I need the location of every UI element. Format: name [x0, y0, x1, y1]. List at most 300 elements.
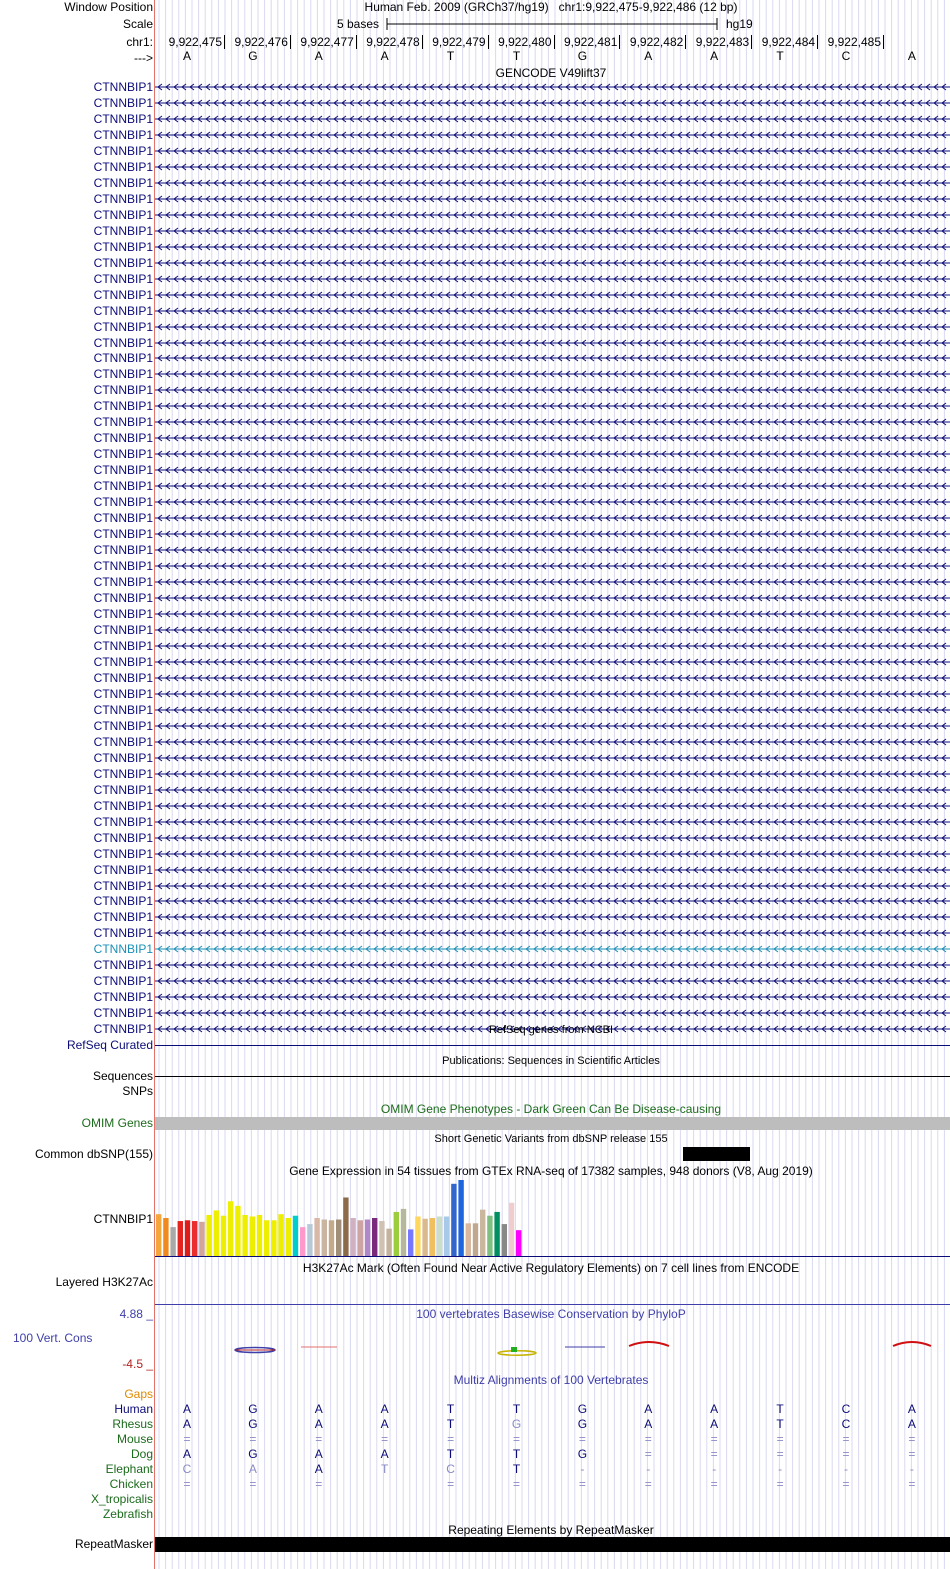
- gtex-tissue-bar[interactable]: [264, 1220, 269, 1256]
- publications-snps-label[interactable]: SNPs: [122, 1084, 153, 1098]
- alignment-base: C: [841, 1417, 851, 1431]
- species-label: Elephant: [105, 1462, 153, 1476]
- gtex-tissue-bar[interactable]: [350, 1218, 355, 1256]
- coordinate-label: 9,922,478: [366, 35, 420, 49]
- publications-sequences-label[interactable]: Sequences: [92, 1069, 153, 1083]
- gtex-tissue-bar[interactable]: [242, 1215, 247, 1256]
- gencode-transcript[interactable]: [155, 720, 950, 732]
- dbsnp-track-title[interactable]: Short Genetic Variants from dbSNP release 155: [434, 1133, 668, 1145]
- gtex-tissue-bar[interactable]: [257, 1215, 262, 1256]
- gtex-tissue-bar[interactable]: [192, 1221, 197, 1256]
- gtex-tissue-bar[interactable]: [516, 1230, 521, 1256]
- scale-db: hg19: [726, 17, 753, 31]
- species-label: Rhesus: [112, 1417, 153, 1431]
- gtex-tissue-bar[interactable]: [178, 1221, 183, 1256]
- gencode-transcript[interactable]: [155, 784, 950, 796]
- gencode-gene-label[interactable]: CTNNBIP1: [93, 702, 153, 717]
- multiz-track-title[interactable]: Multiz Alignments of 100 Vertebrates: [453, 1373, 649, 1387]
- alignment-base: A: [182, 1417, 192, 1431]
- gtex-tissue-bar[interactable]: [286, 1218, 291, 1256]
- omim-track-label[interactable]: OMIM Genes: [81, 1116, 153, 1130]
- alignment-base: A: [182, 1447, 192, 1461]
- alignment-base: =: [381, 1432, 389, 1446]
- gencode-gene-label[interactable]: CTNNBIP1: [93, 654, 153, 669]
- alignment-base: =: [908, 1432, 916, 1446]
- gencode-gene-label[interactable]: CTNNBIP1: [93, 686, 153, 701]
- gencode-transcript[interactable]: [155, 273, 950, 285]
- gtex-tissue-bar[interactable]: [358, 1220, 363, 1256]
- gencode-gene-label[interactable]: CTNNBIP1: [93, 622, 153, 637]
- gtex-tissue-bar[interactable]: [314, 1218, 319, 1256]
- gencode-transcript[interactable]: [155, 145, 950, 157]
- gencode-gene-label[interactable]: CTNNBIP1: [93, 367, 153, 382]
- base-letter: A: [182, 49, 192, 63]
- coordinate-label: 9,922,476: [234, 35, 288, 49]
- gencode-gene-label[interactable]: CTNNBIP1: [93, 559, 153, 574]
- base-letter: T: [776, 49, 784, 63]
- gencode-gene-label[interactable]: CTNNBIP1: [93, 766, 153, 781]
- gtex-gene-label[interactable]: CTNNBIP1: [93, 1212, 153, 1226]
- phylop-track-label[interactable]: 100 Vert. Cons: [13, 1331, 93, 1345]
- gtex-tissue-bar[interactable]: [444, 1216, 449, 1256]
- alignment-base: -: [778, 1462, 783, 1476]
- gencode-transcript[interactable]: [155, 816, 950, 828]
- gencode-gene-label[interactable]: CTNNBIP1: [93, 95, 153, 110]
- gencode-transcript[interactable]: [155, 704, 950, 716]
- base-letter: A: [644, 49, 653, 63]
- gencode-gene-label[interactable]: CTNNBIP1: [93, 638, 153, 653]
- coordinate-label: 9,922,477: [300, 35, 354, 49]
- assembly-position-title: [365, 0, 738, 14]
- alignment-base: =: [183, 1477, 191, 1491]
- strand-label: --->: [134, 51, 153, 65]
- gencode-transcript[interactable]: [155, 400, 950, 412]
- alignment-base: G: [577, 1447, 588, 1461]
- gencode-gene-label[interactable]: CTNNBIP1: [93, 335, 153, 350]
- alignment-base: -: [712, 1462, 717, 1476]
- gencode-gene-label[interactable]: CTNNBIP1: [93, 223, 153, 238]
- gencode-gene-label[interactable]: CTNNBIP1: [93, 463, 153, 478]
- alignment-base: G: [511, 1417, 522, 1431]
- gencode-transcript[interactable]: [155, 448, 950, 460]
- gencode-gene-label[interactable]: CTNNBIP1: [93, 431, 153, 446]
- refseq-track-title[interactable]: RefSeq genes from NCBI: [488, 1024, 614, 1036]
- gencode-gene-label[interactable]: CTNNBIP1: [93, 974, 153, 989]
- gtex-tissue-bar[interactable]: [451, 1184, 456, 1256]
- gencode-transcript[interactable]: [155, 464, 950, 476]
- gencode-gene-label[interactable]: CTNNBIP1: [93, 734, 153, 749]
- alignment-base: C: [841, 1402, 851, 1416]
- gencode-transcript[interactable]: [155, 337, 950, 349]
- coordinate-tick: [817, 35, 818, 49]
- alignment-base: =: [842, 1432, 850, 1446]
- gencode-transcript[interactable]: [155, 241, 950, 253]
- base-letter: T: [446, 49, 455, 63]
- repeatmasker-track-label[interactable]: RepeatMasker: [74, 1537, 153, 1551]
- gencode-gene-label[interactable]: CTNNBIP1: [93, 862, 153, 877]
- gencode-transcript[interactable]: [155, 608, 950, 620]
- chrom-label: chr1:: [126, 35, 153, 49]
- gtex-tissue-bar[interactable]: [487, 1216, 492, 1256]
- gtex-tissue-bar[interactable]: [379, 1221, 384, 1256]
- gencode-gene-label[interactable]: CTNNBIP1: [93, 958, 153, 973]
- alignment-base: G: [248, 1447, 258, 1461]
- species-label: Mouse: [116, 1432, 153, 1446]
- gencode-transcript[interactable]: [155, 177, 950, 189]
- gencode-transcript[interactable]: [155, 911, 950, 923]
- gencode-gene-label[interactable]: CTNNBIP1: [93, 111, 153, 126]
- gtex-tissue-bar[interactable]: [199, 1222, 204, 1256]
- alignment-base: =: [183, 1432, 191, 1446]
- gencode-transcript[interactable]: [155, 672, 950, 684]
- coordinate-tick: [554, 35, 555, 49]
- coordinate-tick: [883, 35, 884, 49]
- base-letter: A: [710, 49, 719, 63]
- gtex-tissue-bar[interactable]: [235, 1206, 240, 1256]
- coordinate-label: 9,922,484: [761, 35, 816, 49]
- gencode-gene-label[interactable]: CTNNBIP1: [93, 782, 153, 797]
- gencode-transcript[interactable]: [155, 736, 950, 748]
- gencode-gene-label[interactable]: CTNNBIP1: [93, 846, 153, 861]
- alignment-base: G: [248, 1402, 258, 1416]
- coordinate-tick: [619, 35, 620, 49]
- phylop-max-label: 4.88 _: [119, 1307, 153, 1321]
- species-label: Chicken: [109, 1477, 153, 1491]
- gencode-gene-label[interactable]: CTNNBIP1: [93, 239, 153, 254]
- gencode-transcript[interactable]: [155, 528, 950, 540]
- gtex-tissue-bar[interactable]: [293, 1216, 298, 1256]
- omim-gene-bar[interactable]: [155, 1117, 950, 1130]
- gencode-transcript[interactable]: [155, 943, 950, 955]
- phylop-conservation-plot[interactable]: [155, 1336, 950, 1360]
- alignment-base: -: [844, 1462, 848, 1476]
- gencode-gene-label[interactable]: CTNNBIP1: [93, 670, 153, 685]
- gencode-transcript[interactable]: [155, 864, 950, 876]
- publications-track-title[interactable]: Publications: Sequences in Scientific Articles: [442, 1055, 660, 1067]
- gtex-tissue-bar[interactable]: [372, 1218, 377, 1256]
- repeatmasker-track-title[interactable]: Repeating Elements by RepeatMasker: [448, 1523, 654, 1537]
- gencode-gene-label[interactable]: CTNNBIP1: [93, 159, 153, 174]
- gencode-transcript[interactable]: [155, 576, 950, 588]
- gencode-gene-label[interactable]: CTNNBIP1: [93, 830, 153, 845]
- gtex-tissue-bar[interactable]: [322, 1220, 327, 1256]
- coordinate-label: 9,922,480: [498, 35, 552, 49]
- coordinate-tick: [224, 35, 225, 49]
- base-letter: A: [314, 49, 323, 63]
- base-letter: A: [380, 49, 389, 63]
- alignment-base: A: [380, 1447, 389, 1461]
- gencode-transcript[interactable]: [155, 991, 950, 1003]
- gencode-gene-label[interactable]: CTNNBIP1: [93, 527, 153, 542]
- gencode-gene-label[interactable]: CTNNBIP1: [93, 383, 153, 398]
- alignment-base: T: [512, 1462, 521, 1476]
- alignment-base: =: [842, 1477, 850, 1491]
- alignment-base: =: [842, 1447, 850, 1461]
- base-letter: C: [841, 49, 851, 63]
- gtex-tissue-bar[interactable]: [386, 1229, 391, 1256]
- alignment-base: G: [248, 1417, 258, 1431]
- gtex-tissue-bar[interactable]: [480, 1210, 485, 1256]
- gencode-transcript[interactable]: [155, 832, 950, 844]
- gtex-tissue-bar[interactable]: [466, 1223, 471, 1256]
- gencode-transcript[interactable]: [155, 768, 950, 780]
- alignment-base: =: [447, 1432, 455, 1446]
- alignment-base: =: [908, 1447, 916, 1461]
- gtex-tissue-bar[interactable]: [300, 1227, 305, 1256]
- gencode-transcript[interactable]: [155, 800, 950, 812]
- gencode-transcript[interactable]: [155, 129, 950, 141]
- gencode-transcript[interactable]: [155, 688, 950, 700]
- gencode-transcript[interactable]: [155, 959, 950, 971]
- alignment-base: =: [644, 1447, 652, 1461]
- gencode-gene-label[interactable]: CTNNBIP1: [93, 591, 153, 606]
- gencode-gene-label[interactable]: CTNNBIP1: [93, 926, 153, 941]
- base-letter: A: [907, 49, 916, 63]
- gtex-tissue-bar[interactable]: [473, 1223, 478, 1256]
- gencode-gene-label[interactable]: CTNNBIP1: [93, 415, 153, 430]
- alignment-base: =: [578, 1477, 586, 1491]
- gencode-transcript[interactable]: [155, 384, 950, 396]
- dbsnp-track-label[interactable]: Common dbSNP(155): [34, 1147, 153, 1161]
- gencode-gene-label[interactable]: CTNNBIP1: [93, 1006, 153, 1021]
- gencode-gene-label[interactable]: CTNNBIP1: [93, 143, 153, 158]
- gencode-transcript[interactable]: [155, 289, 950, 301]
- gencode-gene-label[interactable]: CTNNBIP1: [93, 175, 153, 190]
- gencode-transcript[interactable]: [155, 848, 950, 860]
- gtex-tissue-bar[interactable]: [336, 1220, 341, 1256]
- gencode-gene-label[interactable]: CTNNBIP1: [93, 718, 153, 733]
- gencode-transcript[interactable]: [155, 225, 950, 237]
- gencode-gene-label[interactable]: CTNNBIP1: [93, 878, 153, 893]
- species-label: Human: [114, 1402, 153, 1416]
- alignment-base: =: [776, 1477, 784, 1491]
- phylop-track-title[interactable]: 100 vertebrates Basewise Conservation by PhyloP: [416, 1307, 686, 1321]
- gencode-transcript[interactable]: [155, 496, 950, 508]
- gencode-transcript[interactable]: [155, 656, 950, 668]
- gencode-gene-label[interactable]: CTNNBIP1: [93, 399, 153, 414]
- gtex-tissue-bar[interactable]: [170, 1227, 175, 1256]
- gtex-tissue-bar[interactable]: [271, 1220, 276, 1256]
- gencode-track-title[interactable]: GENCODE V49lift37: [495, 66, 607, 80]
- gencode-transcript[interactable]: [155, 97, 950, 109]
- coordinate-label: 9,922,481: [564, 35, 618, 49]
- gtex-tissue-bar[interactable]: [437, 1216, 442, 1256]
- gtex-tissue-bar[interactable]: [502, 1224, 507, 1256]
- gencode-transcript[interactable]: [155, 592, 950, 604]
- scale-text: 5 bases: [337, 17, 380, 31]
- alignment-base: A: [644, 1402, 653, 1416]
- gencode-gene-label[interactable]: CTNNBIP1: [93, 990, 153, 1005]
- h3k27ac-track-title[interactable]: H3K27Ac Mark (Often Found Near Active Regulatory Elements) on 7 cell lines from ENCODE: [302, 1261, 800, 1275]
- gencode-gene-label[interactable]: CTNNBIP1: [93, 479, 153, 494]
- gtex-tissue-bar[interactable]: [163, 1218, 168, 1256]
- refseq-track-label[interactable]: RefSeq Curated: [66, 1038, 153, 1052]
- gtex-expression-chart[interactable]: [155, 1178, 950, 1258]
- gencode-gene-label[interactable]: CTNNBIP1: [93, 894, 153, 909]
- gencode-gene-label[interactable]: CTNNBIP1: [93, 207, 153, 222]
- alignment-base: T: [776, 1417, 784, 1431]
- gencode-transcript[interactable]: [155, 257, 950, 269]
- alignment-base: T: [512, 1402, 521, 1416]
- alignment-base: G: [577, 1402, 588, 1416]
- gtex-tissue-bar[interactable]: [156, 1214, 161, 1256]
- alignment-base: A: [314, 1447, 323, 1461]
- gtex-tissue-bar[interactable]: [365, 1220, 370, 1256]
- gencode-gene-label[interactable]: CTNNBIP1: [93, 798, 153, 813]
- gtex-tissue-bar[interactable]: [228, 1201, 233, 1256]
- refseq-gene-line[interactable]: [155, 1045, 950, 1046]
- repeatmasker-element-bar[interactable]: [155, 1537, 950, 1552]
- gtex-tissue-bar[interactable]: [329, 1220, 334, 1256]
- gtex-tissue-bar[interactable]: [250, 1216, 255, 1256]
- gencode-gene-label[interactable]: CTNNBIP1: [93, 255, 153, 270]
- gtex-tissue-bar[interactable]: [394, 1212, 399, 1256]
- alignment-base: =: [644, 1432, 652, 1446]
- gencode-gene-label[interactable]: CTNNBIP1: [93, 543, 153, 558]
- alignment-base: T: [512, 1447, 521, 1461]
- gencode-transcript[interactable]: [155, 640, 950, 652]
- gencode-transcript[interactable]: [155, 432, 950, 444]
- gtex-tissue-bar[interactable]: [343, 1197, 348, 1256]
- gtex-tissue-bar[interactable]: [206, 1215, 211, 1256]
- alignment-base: G: [577, 1417, 588, 1431]
- gencode-transcript[interactable]: [155, 480, 950, 492]
- gtex-tissue-bar[interactable]: [401, 1209, 406, 1256]
- h3k27ac-baseline: [155, 1304, 950, 1305]
- omim-track-title[interactable]: OMIM Gene Phenotypes - Dark Green Can Be Disease-causing: [380, 1102, 722, 1116]
- coordinate-label: 9,922,475: [168, 35, 222, 49]
- phylop-min-label: -4.5 _: [122, 1357, 153, 1371]
- gencode-gene-label[interactable]: CTNNBIP1: [93, 942, 153, 957]
- gtex-tissue-bar[interactable]: [422, 1219, 427, 1256]
- alignment-base: =: [315, 1432, 323, 1446]
- gencode-transcript[interactable]: [155, 321, 950, 333]
- alignment-base: T: [446, 1402, 455, 1416]
- gencode-transcript[interactable]: [155, 544, 950, 556]
- publications-line[interactable]: [155, 1076, 950, 1077]
- gencode-gene-label[interactable]: CTNNBIP1: [93, 319, 153, 334]
- alignment-base: A: [314, 1462, 323, 1476]
- gencode-gene-label[interactable]: CTNNBIP1: [93, 750, 153, 765]
- gencode-transcript[interactable]: [155, 368, 950, 380]
- window-position[interactable]: chr1:9,922,475-9,922,486 (12 bp): [558, 0, 738, 14]
- h3k27ac-track-label[interactable]: Layered H3K27Ac: [55, 1275, 153, 1289]
- alignment-base: T: [446, 1417, 455, 1431]
- gtex-tissue-bar[interactable]: [458, 1180, 463, 1256]
- gencode-transcript[interactable]: [155, 352, 950, 364]
- gtex-track-title[interactable]: Gene Expression in 54 tissues from GTEx RNA-seq of 17382 samples, 948 donors (V8, Aug 2019): [289, 1164, 813, 1178]
- gencode-gene-label[interactable]: CTNNBIP1: [93, 575, 153, 590]
- gtex-tissue-bar[interactable]: [415, 1216, 420, 1256]
- gtex-tissue-bar[interactable]: [408, 1229, 413, 1256]
- gencode-transcript[interactable]: [155, 927, 950, 939]
- gencode-gene-label[interactable]: CTNNBIP1: [93, 814, 153, 829]
- alignment-base: T: [381, 1462, 389, 1476]
- alignment-base: =: [776, 1447, 784, 1461]
- gencode-gene-label[interactable]: CTNNBIP1: [93, 495, 153, 510]
- species-label: Zebrafish: [102, 1507, 153, 1521]
- coordinate-tick: [356, 35, 357, 49]
- gencode-gene-label[interactable]: CTNNBIP1: [93, 80, 153, 94]
- alignment-base: A: [380, 1402, 389, 1416]
- scale-label: Scale: [122, 17, 153, 31]
- gencode-gene-label[interactable]: CTNNBIP1: [93, 303, 153, 318]
- alignment-base: A: [314, 1402, 323, 1416]
- alignment-base: -: [580, 1462, 585, 1476]
- alignment-base: A: [710, 1402, 719, 1416]
- coordinate-tick: [685, 35, 686, 49]
- gencode-gene-label[interactable]: CTNNBIP1: [93, 1022, 153, 1037]
- alignment-base: =: [776, 1432, 784, 1446]
- gencode-transcript[interactable]: [155, 193, 950, 205]
- gtex-tissue-bar[interactable]: [430, 1218, 435, 1256]
- alignment-base: A: [380, 1417, 389, 1431]
- coordinate-label: 9,922,485: [827, 35, 881, 49]
- gencode-transcript[interactable]: [155, 560, 950, 572]
- scale-bar: [385, 17, 720, 31]
- alignment-base: =: [710, 1477, 718, 1491]
- gencode-gene-label[interactable]: CTNNBIP1: [93, 287, 153, 302]
- assembly-name: Human Feb. 2009 (GRCh37/hg19): [364, 0, 549, 14]
- gencode-transcript[interactable]: [155, 1007, 950, 1019]
- window-position-label: Window Position: [64, 0, 153, 14]
- gencode-transcript[interactable]: [155, 752, 950, 764]
- gencode-transcript[interactable]: [155, 161, 950, 173]
- alignment-base: =: [710, 1447, 718, 1461]
- gtex-tissue-bar[interactable]: [214, 1210, 219, 1256]
- gencode-transcript[interactable]: [155, 209, 950, 221]
- alignment-base: C: [446, 1462, 455, 1476]
- gencode-transcript[interactable]: [155, 81, 950, 93]
- alignment-base: -: [646, 1462, 651, 1476]
- gencode-gene-label[interactable]: CTNNBIP1: [93, 271, 153, 286]
- gencode-gene-label[interactable]: CTNNBIP1: [93, 511, 153, 526]
- alignment-base: A: [644, 1417, 653, 1431]
- alignment-base: -: [909, 1462, 914, 1476]
- alignment-base: =: [644, 1477, 652, 1491]
- dbsnp-variant-block[interactable]: [683, 1147, 750, 1161]
- gtex-tissue-bar[interactable]: [278, 1214, 283, 1256]
- gtex-tissue-bar[interactable]: [509, 1203, 514, 1256]
- gencode-gene-label[interactable]: CTNNBIP1: [93, 607, 153, 621]
- gencode-transcript[interactable]: [155, 416, 950, 428]
- alignment-base: =: [512, 1477, 521, 1491]
- gencode-gene-label[interactable]: CTNNBIP1: [93, 191, 153, 206]
- alignment-base: T: [776, 1402, 784, 1416]
- alignment-base: =: [512, 1432, 521, 1446]
- gencode-transcript[interactable]: [155, 975, 950, 987]
- gtex-tissue-bar[interactable]: [185, 1220, 190, 1256]
- track-label-divider: [154, 0, 155, 1569]
- gencode-gene-label[interactable]: CTNNBIP1: [93, 910, 153, 925]
- gencode-transcript[interactable]: [155, 880, 950, 892]
- gencode-gene-label[interactable]: CTNNBIP1: [93, 127, 153, 142]
- gencode-transcript[interactable]: [155, 512, 950, 524]
- gencode-transcript[interactable]: [155, 895, 950, 907]
- alignment-base: A: [182, 1402, 192, 1416]
- alignment-base: =: [447, 1477, 455, 1491]
- gencode-transcript[interactable]: [155, 624, 950, 636]
- gencode-transcript[interactable]: [155, 305, 950, 317]
- alignment-base: A: [907, 1417, 916, 1431]
- gtex-tissue-bar[interactable]: [221, 1216, 226, 1256]
- gtex-tissue-bar[interactable]: [494, 1212, 499, 1256]
- gencode-gene-label[interactable]: CTNNBIP1: [93, 447, 153, 462]
- gtex-tissue-bar[interactable]: [307, 1224, 312, 1256]
- gencode-gene-label[interactable]: CTNNBIP1: [93, 351, 153, 366]
- gencode-transcript[interactable]: [155, 113, 950, 125]
- alignment-base: A: [710, 1417, 719, 1431]
